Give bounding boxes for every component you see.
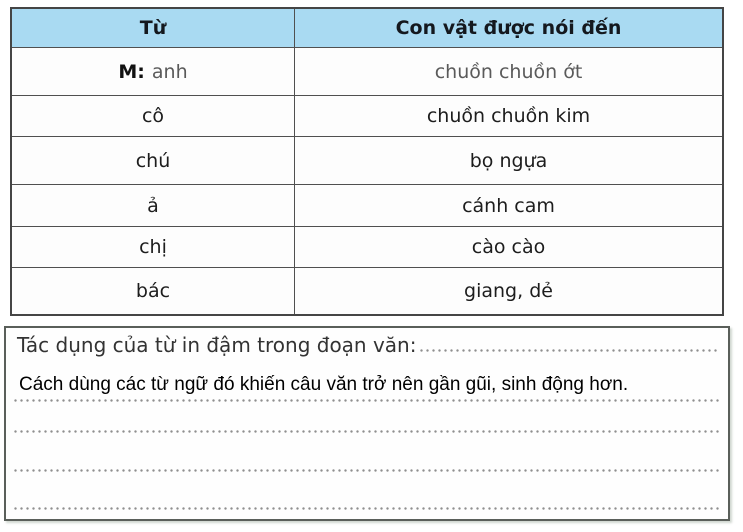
table-row bbox=[12, 226, 722, 267]
dotted-line bbox=[14, 507, 719, 510]
dotted-line bbox=[420, 349, 718, 352]
table-row bbox=[12, 47, 722, 95]
filled-answer-row bbox=[14, 372, 719, 402]
animal-cell: cánh cam bbox=[462, 194, 555, 217]
animal-text: chuồn chuồn ớt bbox=[434, 60, 583, 83]
table-header-row bbox=[12, 9, 722, 47]
animal-cell: bọ ngựa bbox=[469, 149, 548, 172]
word-text: anh bbox=[151, 60, 188, 83]
animal-cell: chuồn chuồn kim bbox=[426, 105, 591, 127]
answer-section bbox=[4, 326, 730, 521]
table-row bbox=[12, 95, 722, 136]
word-cell: bác bbox=[12, 268, 295, 314]
word-cell: cô bbox=[12, 96, 295, 136]
filled-answer: Cách dùng các từ ngữ đó khiến câu văn trở nên gần gũi, sinh động hơn. bbox=[19, 374, 629, 395]
word-cell: chị bbox=[12, 227, 295, 267]
vocab-table bbox=[10, 7, 724, 316]
animal-cell: giang, dẻ bbox=[464, 280, 553, 302]
column-header-word: Từ bbox=[12, 9, 295, 47]
answer-label-row bbox=[17, 333, 718, 357]
dotted-line bbox=[14, 430, 719, 433]
word-cell: ả bbox=[12, 185, 295, 226]
table-row bbox=[12, 184, 722, 226]
example-marker: M: bbox=[118, 60, 145, 83]
answer-label: Tác dụng của từ in đậm trong đoạn văn: bbox=[17, 333, 417, 357]
table-row bbox=[12, 267, 722, 314]
animal-cell: cào cào bbox=[471, 236, 546, 258]
animal-cell bbox=[295, 48, 722, 95]
dotted-line bbox=[14, 399, 719, 402]
table-row bbox=[12, 136, 722, 184]
word-cell: chú bbox=[12, 137, 295, 184]
dotted-line bbox=[14, 469, 719, 472]
word-cell bbox=[12, 48, 295, 95]
column-header-animal: Con vật được nói đến bbox=[395, 17, 622, 39]
